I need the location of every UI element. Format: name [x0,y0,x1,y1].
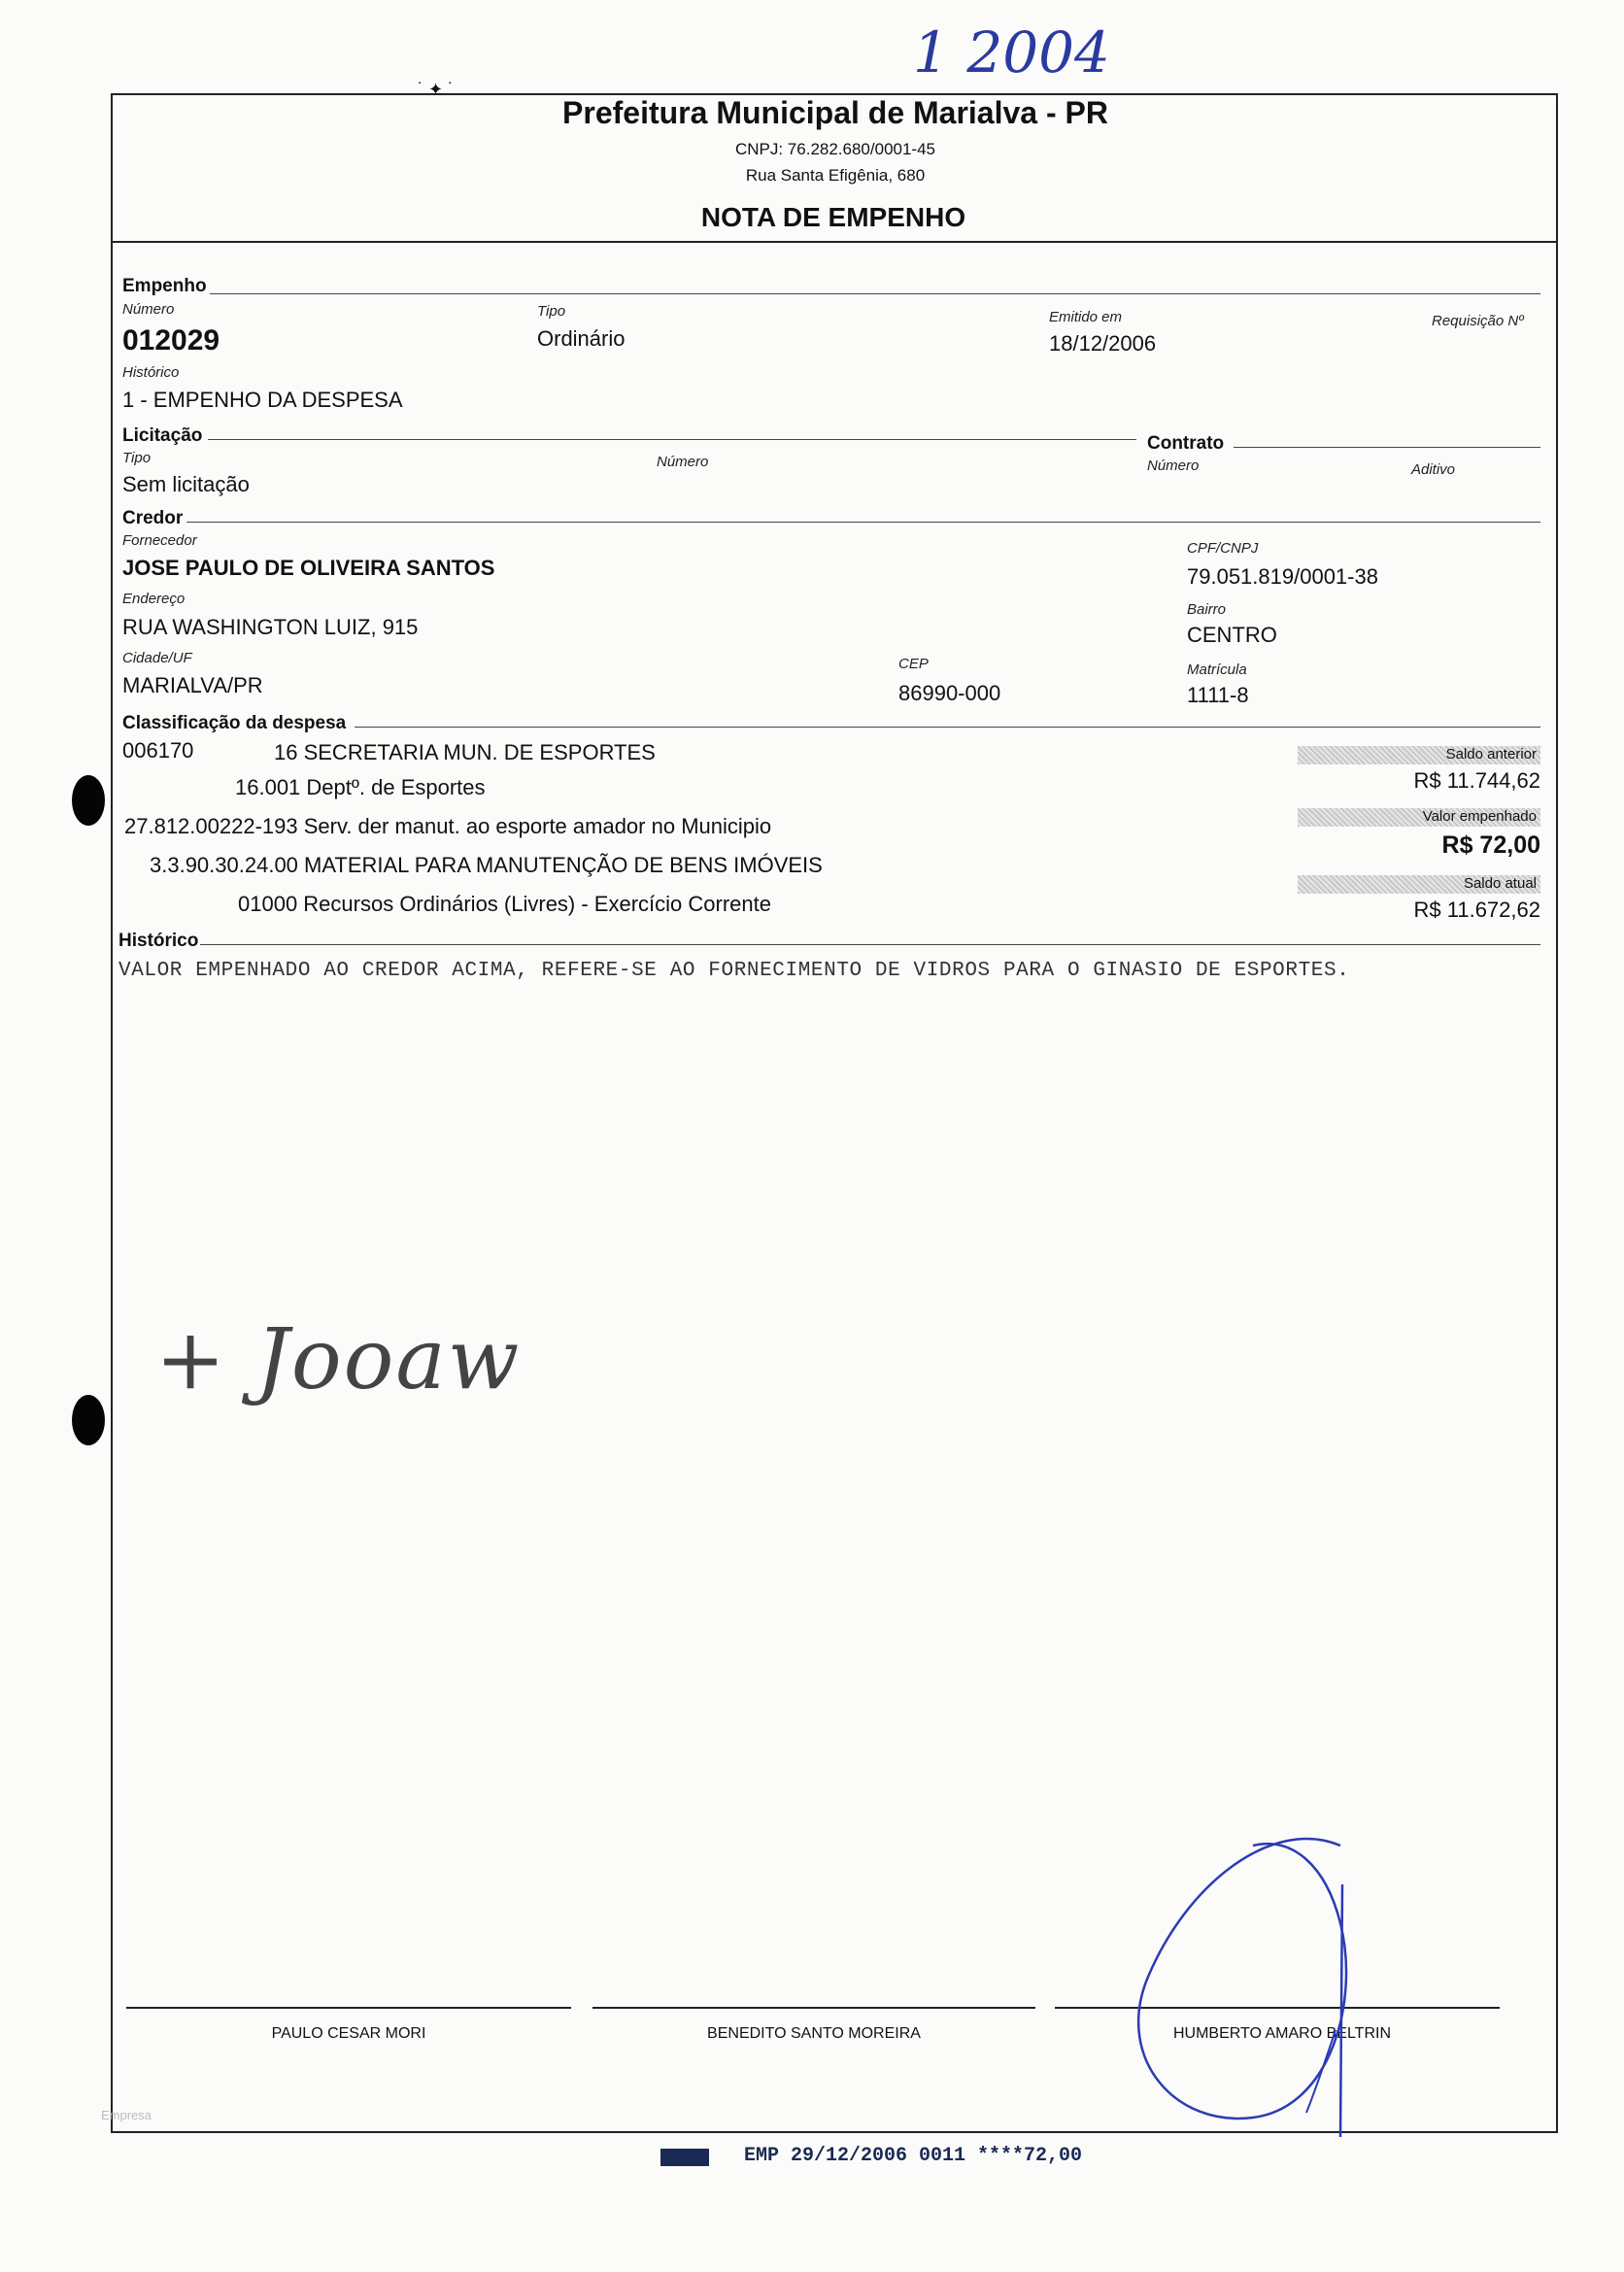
punch-hole-bottom [72,1395,105,1445]
header-divider [111,241,1558,243]
endereco-value: RUA WASHINGTON LUIZ, 915 [122,615,419,639]
mechanical-stamp: EMP 29/12/2006 0011 ****72,00 [744,2145,1083,2167]
fornecedor-label: Fornecedor [122,532,197,549]
matricula-value: 1111-8 [1187,683,1249,707]
licitacao-tipo: Sem licitação [122,472,250,496]
cep-value: 86990-000 [898,681,1001,705]
class-line-programa: 27.812.00222-193 Serv. der manut. ao esporte amador no Municipio [124,814,772,838]
endereco-label: Endereço [122,591,186,607]
saldo-atual-value: R$ 11.672,62 [1413,898,1540,922]
signature-name-2: BENEDITO SANTO MOREIRA [707,2025,921,2042]
fornecedor-name: JOSE PAULO DE OLIVEIRA SANTOS [122,556,495,580]
contrato-rule [1234,447,1540,448]
licitacao-section-label: Licitação [122,425,203,446]
document-title: NOTA DE EMPENHO [700,202,966,232]
handwritten-number: 1 2004 [913,19,1110,85]
matricula-label: Matrícula [1187,661,1247,678]
historico-label: Histórico [122,364,180,381]
cidade-label: Cidade/UF [122,650,192,666]
signature-line-1 [126,2007,571,2009]
class-line-depto: 16.001 Deptº. de Esportes [235,775,486,799]
cidade-value: MARIALVA/PR [122,673,263,697]
signature-name-3: HUMBERTO AMARO BELTRIN [1172,2025,1392,2042]
classificacao-rule [355,727,1540,728]
corner-watermark: Empresa [101,2108,152,2122]
valor-empenhado-value: R$ 72,00 [1441,831,1540,859]
credor-rule [186,522,1540,523]
contrato-section-label: Contrato [1147,433,1225,454]
classificacao-section-label: Classificação da despesa [122,713,347,733]
contrato-aditivo-label: Aditivo [1411,461,1456,478]
saldo-anterior-label: Saldo anterior [1298,746,1540,764]
empenho-tipo: Ordinário [537,326,626,351]
empenho-section-label: Empenho [122,276,207,296]
emitido-date: 18/12/2006 [1049,331,1157,356]
historico-rule [200,944,1540,945]
tipo-label: Tipo [537,303,566,320]
signature-line-2 [592,2007,1035,2009]
class-line-elemento: 3.3.90.30.24.00 MATERIAL PARA MANUTENÇÃO DE BENS IMÓVEIS [150,853,823,877]
cpf-label: CPF/CNPJ [1187,540,1259,557]
historico-section-label: Histórico [118,931,199,951]
class-line-code: 006170 [122,738,194,763]
historico-text: VALOR EMPENHADO AO CREDOR ACIMA, REFERE-SE AO FORNECIMENTO DE VIDROS PARA O GINASIO DE ESPORTES. [118,960,1350,982]
valor-empenhado-label: Valor empenhado [1298,808,1540,827]
bairro-label: Bairro [1187,601,1227,618]
numero-label: Número [122,301,175,318]
scan-specks: ˙ ✦ ˙ [418,80,455,99]
signature-name-1: PAULO CESAR MORI [271,2025,426,2042]
class-line-recurso: 01000 Recursos Ordinários (Livres) - Exercício Corrente [238,892,771,916]
empenho-rule [210,293,1540,294]
punch-hole-top [72,775,105,826]
emitido-label: Emitido em [1049,309,1123,325]
licitacao-rule [208,439,1136,440]
cpf-value: 79.051.819/0001-38 [1187,564,1378,589]
saldo-anterior-value: R$ 11.744,62 [1413,768,1540,793]
page-title: Prefeitura Municipal de Marialva - PR [562,95,1108,130]
requisicao-label: Requisição Nº [1432,313,1524,329]
handwritten-note: + Jooaw [155,1311,522,1408]
empenho-historico: 1 - EMPENHO DA DESPESA [122,388,403,412]
credor-section-label: Credor [122,508,184,528]
signature-scribble [1117,1826,1379,2147]
cnpj-text: CNPJ: 76.282.680/0001-45 [734,140,936,158]
empenho-numero: 012029 [122,324,220,356]
class-line-secretaria: 16 SECRETARIA MUN. DE ESPORTES [274,740,656,764]
saldo-atual-label: Saldo atual [1298,875,1540,894]
address-text: Rua Santa Efigênia, 680 [745,166,926,185]
licitacao-numero-label: Número [657,454,709,470]
licitacao-tipo-label: Tipo [122,450,152,466]
cep-label: CEP [898,656,929,672]
contrato-numero-label: Número [1147,458,1200,474]
bairro-value: CENTRO [1187,623,1277,647]
stamp-mark-icon [660,2149,709,2166]
